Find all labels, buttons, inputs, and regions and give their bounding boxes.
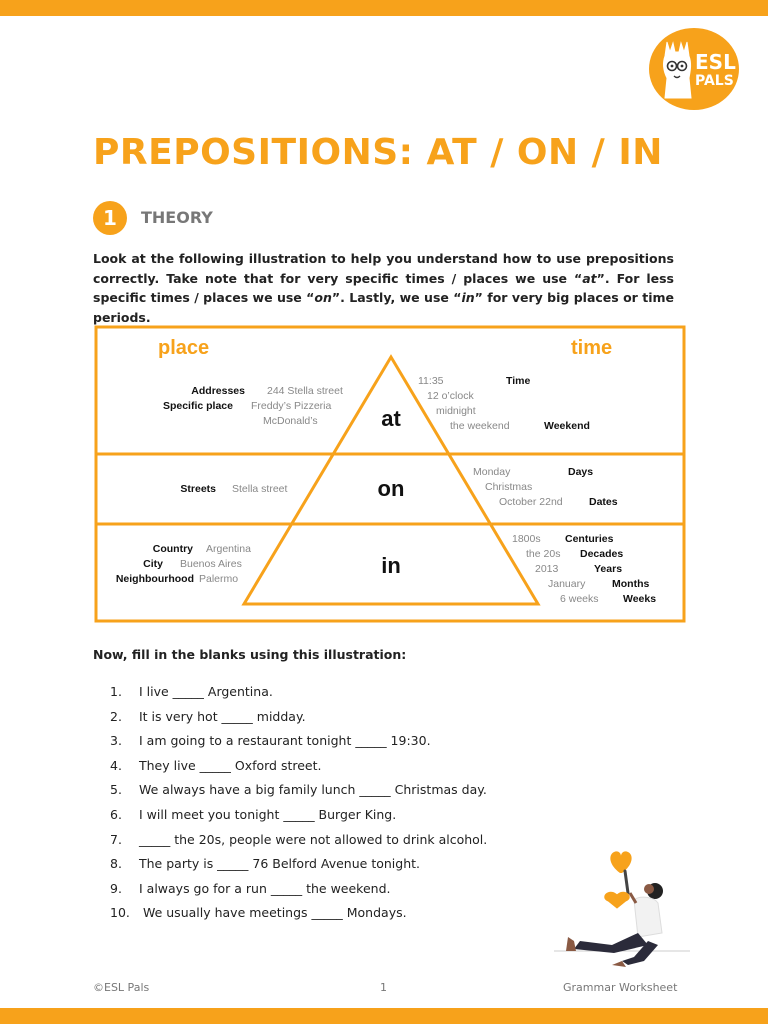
place-at-example: McDonald’s	[263, 415, 318, 427]
time-in-label: Months	[612, 578, 650, 590]
place-in-label: Neighbourhood	[115, 573, 194, 585]
exercise-number: 8.	[110, 856, 122, 872]
time-in-example: the 20s	[526, 548, 561, 560]
preposition-diagram	[94, 325, 686, 623]
place-in-label: Country	[152, 543, 193, 555]
exercise-item	[110, 705, 540, 730]
exercise-text: I always go for a run _____ the weekend.	[139, 880, 391, 896]
exercise-number: 9.	[110, 880, 122, 896]
time-in-label: Centuries	[565, 533, 614, 545]
time-on-label: Dates	[589, 496, 618, 508]
exercise-item	[110, 901, 540, 926]
logo-text-pals: PALS	[695, 73, 734, 89]
place-in-label: City	[143, 558, 163, 570]
page-title: PREPOSITIONS: AT / ON / IN	[93, 132, 663, 173]
intro-text-3: ”. Lastly, we use “	[331, 290, 462, 305]
intro-text-2: ”. For less specific times / places we use “	[93, 270, 674, 305]
place-in-example: Argentina	[206, 543, 251, 555]
time-in-example: 6 weeks	[560, 593, 599, 605]
exercise-text: I will meet you tonight _____ Burger King.	[139, 806, 397, 822]
place-heading: place	[158, 337, 210, 359]
top-accent-bar	[0, 0, 768, 16]
place-in-example: Palermo	[199, 573, 239, 585]
logo-text-esl: ESL	[695, 50, 736, 74]
time-at-example: midnight	[436, 405, 476, 417]
time-at-label: Time	[506, 375, 531, 387]
intro-in: in	[461, 290, 475, 305]
exercise-text: They live _____ Oxford street.	[139, 757, 322, 773]
place-on-label: Streets	[180, 483, 216, 495]
person-holding-heart-illustration	[552, 845, 692, 970]
time-in-label: Years	[594, 563, 623, 575]
exercise-text: _____ the 20s, people were not allowed to drink alcohol.	[139, 831, 488, 847]
exercise-text: The party is _____ 76 Belford Avenue tonight.	[139, 856, 420, 872]
footer-doc-type: Grammar Worksheet	[563, 981, 678, 994]
exercise-number: 4.	[110, 757, 122, 773]
exercise-text: It is very hot _____ midday.	[139, 708, 306, 724]
exercise-number: 2.	[110, 708, 122, 724]
place-in-example: Buenos Aires	[180, 558, 242, 570]
time-in-example: January	[548, 578, 586, 590]
exercise-list	[110, 680, 540, 926]
esl-pals-logo	[649, 28, 739, 110]
exercise-number: 5.	[110, 782, 122, 798]
exercise-number: 6.	[110, 806, 122, 822]
time-in-example: 1800s	[512, 533, 541, 545]
time-heading: time	[571, 337, 613, 359]
time-in-example: 2013	[535, 563, 559, 575]
intro-paragraph	[93, 249, 674, 327]
footer-copyright: ©ESL Pals	[93, 981, 150, 994]
time-at-example: 11:35	[418, 375, 444, 387]
exercise-item	[110, 828, 540, 853]
intro-at: at	[582, 270, 597, 286]
time-in-label: Weeks	[623, 593, 657, 605]
time-at-example: 12 o’clock	[427, 390, 474, 402]
level-on: on	[377, 476, 405, 501]
level-at: at	[381, 406, 401, 431]
exercise-heading: Now, fill in the blanks using this illustration:	[93, 647, 407, 662]
exercise-item	[110, 877, 540, 902]
exercise-item	[110, 803, 540, 828]
section-number-badge: 1	[93, 201, 127, 235]
place-at-example: Freddy’s Pizzeria	[251, 400, 332, 412]
exercise-text: I am going to a restaurant tonight _____ 19:30.	[139, 733, 431, 749]
time-at-label: Weekend	[544, 420, 590, 432]
exercise-number: 7.	[110, 831, 122, 847]
exercise-text: We usually have meetings _____ Mondays.	[139, 905, 407, 921]
section-title: THEORY	[141, 208, 213, 227]
exercise-number: 1.	[110, 684, 122, 699]
exercise-number: 10.	[110, 905, 130, 921]
exercise-text: I live _____ Argentina.	[139, 684, 273, 699]
place-at-label: Specific place	[162, 400, 233, 412]
bottom-accent-bar	[0, 1008, 768, 1024]
exercise-item	[110, 680, 540, 705]
exercise-item	[110, 852, 540, 877]
time-in-label: Decades	[580, 548, 624, 560]
time-on-label: Days	[568, 466, 594, 478]
heart-icon	[610, 851, 631, 873]
exercise-item	[110, 778, 540, 803]
place-at-example: 244 Stella street	[267, 385, 343, 397]
place-at-label: Addresses	[191, 385, 245, 397]
exercise-number: 3.	[110, 733, 122, 749]
place-on-example: Stella street	[232, 483, 288, 495]
intro-text-1: Look at the following illustration to help you understand how to use prepositions correctly. Take note that for very specific times / places we use “	[93, 251, 674, 286]
exercise-item	[110, 754, 540, 779]
exercise-item	[110, 729, 540, 754]
intro-text-4: ” for very big places or time periods.	[93, 290, 674, 325]
footer-page-number: 1	[380, 981, 387, 994]
exercise-text: We always have a big family lunch _____ Christmas day.	[139, 782, 487, 798]
intro-on: on	[314, 290, 332, 305]
time-at-example: the weekend	[450, 420, 510, 432]
time-on-example: Christmas	[485, 481, 533, 493]
level-in: in	[381, 553, 401, 578]
time-on-example: Monday	[473, 466, 511, 478]
time-on-example: October 22nd	[499, 496, 563, 508]
llama-icon	[659, 38, 695, 102]
